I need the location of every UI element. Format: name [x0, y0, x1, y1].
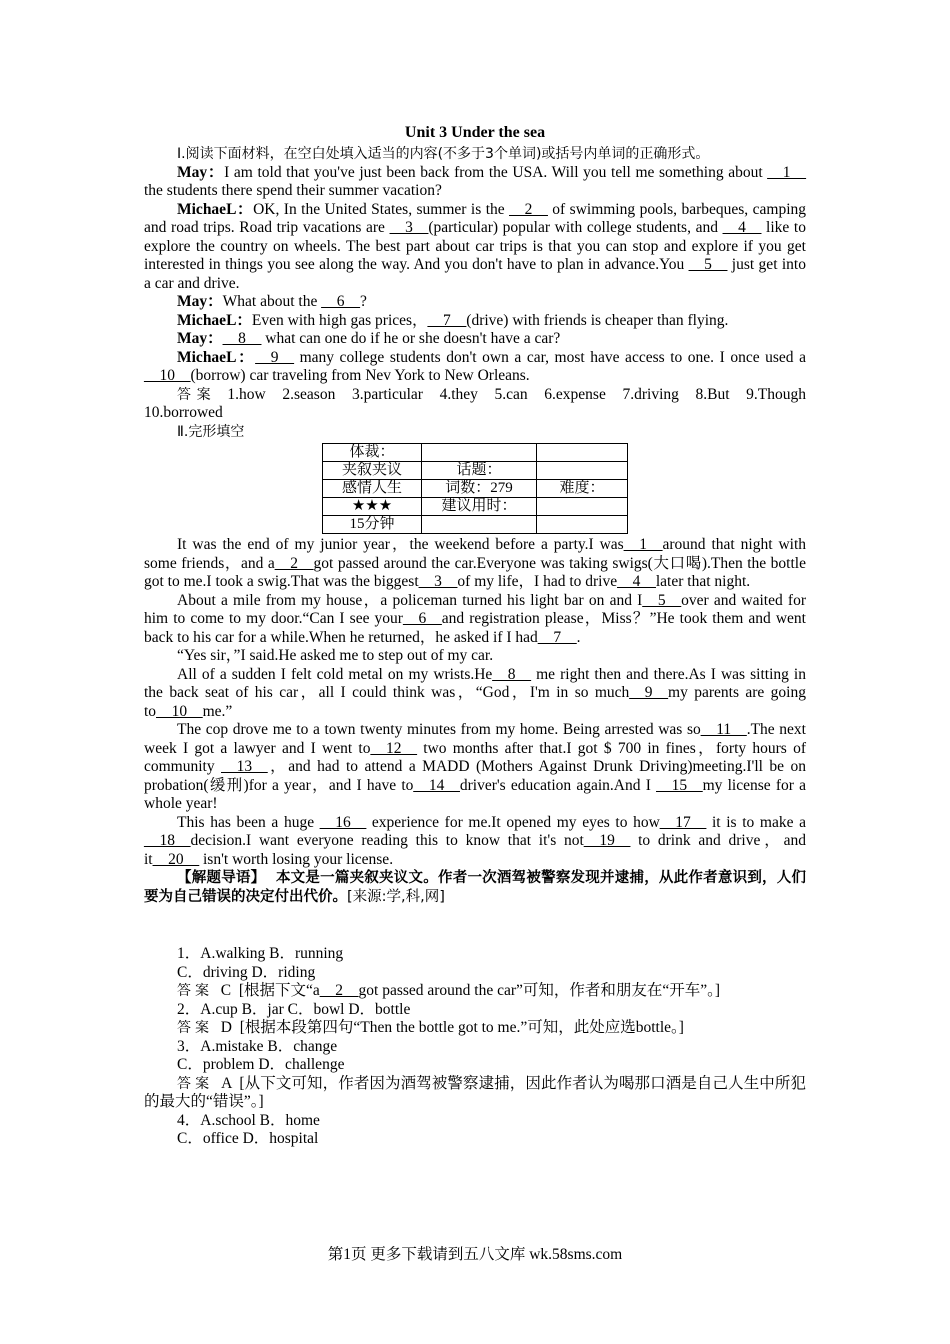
cloze-blank-20: __20__ — [152, 850, 200, 868]
passage-text: It was the end of my junior year，the weekend before a party.I was — [177, 536, 624, 553]
question-4-options: 4．A.school B．home — [177, 1111, 320, 1129]
table-cell: 话题： — [422, 462, 537, 480]
cloze-paragraph-2 — [144, 592, 806, 648]
blank-8: __8__ — [222, 330, 262, 347]
blank-3: __3__ — [389, 219, 429, 236]
passage-text: and registration please，Miss？”He took them and went back to his car for a while.When he returned，he asked if I had — [144, 610, 806, 646]
cloze-blank-10: __10__ — [156, 702, 203, 720]
dialogue-text: Even with high gas prices， — [251, 311, 428, 329]
table-row — [323, 480, 628, 498]
blank-7: __7__ — [427, 311, 467, 329]
question-1-answer — [144, 982, 806, 1001]
dialogue-text: just get into a car and drive. — [144, 256, 806, 292]
question-1-options: 1．A.walking B．running — [177, 945, 344, 962]
answer-label: 答案 — [177, 386, 217, 403]
dialogue-text: the students there spend their summer vacation? — [144, 182, 442, 199]
passage-text: my license for a whole year! — [144, 776, 806, 812]
dialogue-text: OK, In the United States, summer is the — [253, 200, 510, 218]
dialogue-line-6 — [144, 349, 806, 386]
question-3-options: C．problem D．challenge — [177, 1056, 345, 1073]
answer-text: C [根据下文“a — [213, 982, 320, 999]
dialogue-text: I am told that you've just been back from the USA. Will you tell me something about — [224, 163, 768, 181]
dialogue-text: What about the — [222, 293, 322, 310]
passage-text: two months after that.I got $ 700 in fines，forty hours of community — [144, 739, 806, 775]
cloze-blank-2: __2__ — [274, 554, 314, 572]
passage-text: got passed around the car.Everyone was taking swigs(大口喝).Then the bottle got to me.I took a swig.That was the biggest — [144, 554, 806, 590]
table-cell — [537, 516, 628, 534]
dialogue-text: (borrow) car traveling from Nev York to New Orleans. — [190, 367, 530, 384]
cloze-blank-9: __9__ — [629, 684, 669, 701]
table-cell: 体裁： — [323, 444, 422, 462]
cloze-paragraph-5 — [144, 721, 806, 814]
table-cell — [422, 444, 537, 462]
passage-text: driver's education again.And I — [459, 776, 657, 794]
blank-6: __6__ — [321, 293, 360, 310]
passage-text: over and waited for him to come to my door.“Can I see your — [144, 591, 807, 627]
question-2-options: 2．A.cup B．jar C．bowl D．bottle — [177, 1000, 411, 1018]
passage-text: About a mile from my house，a policeman turned his light bar on and I — [177, 591, 643, 609]
table-cell: 建议用时： — [422, 498, 537, 516]
dialogue-text: (particular) popular with college students, and — [428, 219, 723, 236]
passage-text: All of a sudden I felt cold metal on my wrists.He — [177, 665, 493, 683]
answer-text: D [根据本段第四句“Then the bottle got to me.”可知，此处应选bottle。] — [213, 1019, 684, 1036]
table-row — [323, 516, 628, 534]
dialogue-text: like to explore the country on wheels. The best part about car trips is that you can stop and explore if you get interested in things you see along the way. And you don't have to plan in advance.You — [144, 219, 806, 273]
cloze-blank-8: __8__ — [492, 665, 532, 683]
passage-text: to drink and drive，and it — [144, 832, 806, 868]
dialogue-text: what can one do if he or she doesn't have a car? — [261, 330, 561, 347]
cloze-blank-15: __15__ — [656, 776, 703, 794]
cloze-blank-11: __11__ — [700, 721, 747, 738]
table-row — [323, 462, 628, 480]
table-cell: 难度： — [537, 480, 628, 498]
section1-answer — [144, 385, 818, 423]
passage-text: it is to make a — [706, 813, 807, 831]
cloze-blank-18: __18__ — [144, 832, 191, 849]
cloze-blank-7: __7__ — [537, 628, 577, 646]
cloze-blank-1: __1__ — [623, 536, 663, 553]
speaker-may: May： — [177, 163, 225, 181]
guide-source: [来源:学,科,网] — [347, 889, 445, 905]
cloze-paragraph-6 — [144, 814, 806, 870]
document-content — [144, 124, 818, 1149]
answer-label: 答案 — [177, 1020, 213, 1036]
table-cell — [537, 498, 628, 516]
passage-text: my parents are going to — [144, 684, 806, 720]
cloze-blank-6: __6__ — [402, 610, 442, 627]
cloze-blank-17: __17__ — [659, 813, 707, 831]
speaker-michael: MichaeL： — [177, 200, 254, 218]
dialogue-line-1 — [144, 164, 806, 201]
blank-9: __9__ — [255, 348, 295, 366]
question-4-options: C．office D．hospital — [177, 1130, 319, 1147]
table-cell: 15分钟 — [323, 516, 422, 534]
section1-heading: Ⅰ.阅读下面材料，在空白处填入适当的内容(不多于3个单词)或括号内单词的正确形式。 — [177, 146, 710, 162]
dialogue-text: (drive) with friends is cheaper than flying. — [466, 311, 729, 329]
passage-text: later that night. — [655, 573, 751, 590]
guide-label: 【解题导语】 — [177, 870, 266, 886]
cloze-blank-13: __13__ — [221, 758, 268, 775]
cloze-paragraph-3: “Yes sir，”I said.He asked me to step out of my car. — [177, 647, 494, 664]
section2-heading: Ⅱ.完形填空 — [177, 423, 245, 440]
passage-text: This has been a huge — [177, 813, 320, 831]
table-cell — [537, 462, 628, 480]
table-cell: 感情人生 — [323, 480, 422, 498]
answer-text: got passed around the car”可知，作者和朋友在“开车”。] — [358, 982, 721, 999]
table-cell — [537, 444, 628, 462]
passage-text: ，and had to attend a MADD (Mothers Against Drunk Driving)meeting.I'll be on probation(缓刑)for a year，and I have to — [144, 758, 806, 794]
reading-guide — [144, 869, 806, 907]
passage-text: me.” — [202, 702, 233, 720]
blank-5: __5__ — [688, 256, 728, 273]
cloze-blank-3: __3__ — [418, 573, 458, 590]
table-cell: 词数：279 — [422, 480, 537, 498]
speaker-michael: MichaeL： — [177, 311, 252, 329]
answer-label: 答案 — [177, 1075, 214, 1092]
cloze-blank-14: __14__ — [413, 776, 460, 794]
passage-text: decision.I want everyone reading this to know that it's not — [190, 832, 584, 849]
cloze-blank-16: __16__ — [319, 813, 367, 831]
page-footer: 第1页 更多下载请到五八文库 wk.58sms.com — [327, 1246, 623, 1263]
answer-text: A [从下文可知，作者因为酒驾被警察逮捕，因此作者认为喝那口酒是自己人生中所犯的最大的“错误”。] — [144, 1074, 807, 1110]
blank-4: __4__ — [722, 219, 762, 236]
passage-text: The cop drove me to a town twenty minutes from my home. Being arrested was so — [177, 721, 701, 738]
answer-text: 1.how 2.season 3.particular 4.they 5.can 6.expense 7.driving 8.But 9.Though 10.borrowed — [144, 385, 818, 421]
dialogue-text: many college students don't own a car, most have access to one. I once used a — [294, 348, 806, 366]
table-row — [323, 498, 628, 516]
cloze-paragraph-4 — [144, 666, 806, 722]
question-1-options: C．driving D．riding — [177, 963, 316, 981]
blank-10: __10__ — [144, 367, 191, 384]
passage-info-table — [322, 443, 628, 534]
dialogue-text: ? — [359, 293, 367, 310]
cloze-blank-5: __5__ — [642, 591, 682, 609]
question-3-answer — [144, 1075, 806, 1112]
speaker-may: May： — [177, 293, 223, 310]
passage-text: isn't worth losing your license. — [199, 850, 394, 868]
table-cell: ★★★ — [323, 498, 422, 516]
passage-text: of my life，I had to drive — [457, 573, 618, 590]
dialogue-line-2 — [144, 201, 806, 294]
spacer — [144, 907, 806, 945]
table-row — [323, 444, 628, 462]
question-3-options: 3．A.mistake B．change — [177, 1037, 338, 1055]
question-2-answer — [144, 1019, 806, 1038]
cloze-blank-4: __4__ — [617, 573, 656, 590]
table-cell: 夹叙夹议 — [323, 462, 422, 480]
cloze-paragraph-1 — [144, 536, 806, 592]
blank-1: __1__ — [767, 163, 806, 181]
passage-text: me right then and there.As I was sitting in the back seat of his car，all I could think was，“God，I'm in so much — [144, 665, 806, 701]
passage-text: experience for me.It opened my eyes to how — [366, 813, 660, 831]
passage-text: . — [576, 628, 581, 646]
dialogue-line-4 — [144, 312, 806, 331]
speaker-michael: MichaeL： — [177, 348, 256, 366]
cloze-blank-12: __12__ — [370, 739, 417, 757]
table-cell — [422, 516, 537, 534]
blank-2: __2__ — [509, 200, 548, 218]
passage-text: .The next week I got a lawyer and I went to — [144, 721, 806, 757]
guide-text: 本文是一篇夹叙夹议文。作者一次酒驾被警察发现并逮捕，从此作者意识到，人们要为自己错误的决定付出代价。 — [144, 870, 807, 905]
speaker-may: May： — [177, 330, 223, 347]
cloze-blank-19: __19__ — [583, 832, 631, 849]
answer-blank: __2__ — [319, 982, 359, 999]
dialogue-line-5 — [144, 330, 806, 349]
passage-text: around that night with some friends，and a — [144, 536, 806, 572]
page-title: Unit 3 Under the sea — [404, 124, 546, 141]
dialogue-text: of swimming pools, barbeques, camping and road trips. Road trip vacations are — [144, 200, 807, 236]
dialogue-line-3 — [144, 293, 806, 312]
answer-label: 答案 — [177, 983, 213, 999]
